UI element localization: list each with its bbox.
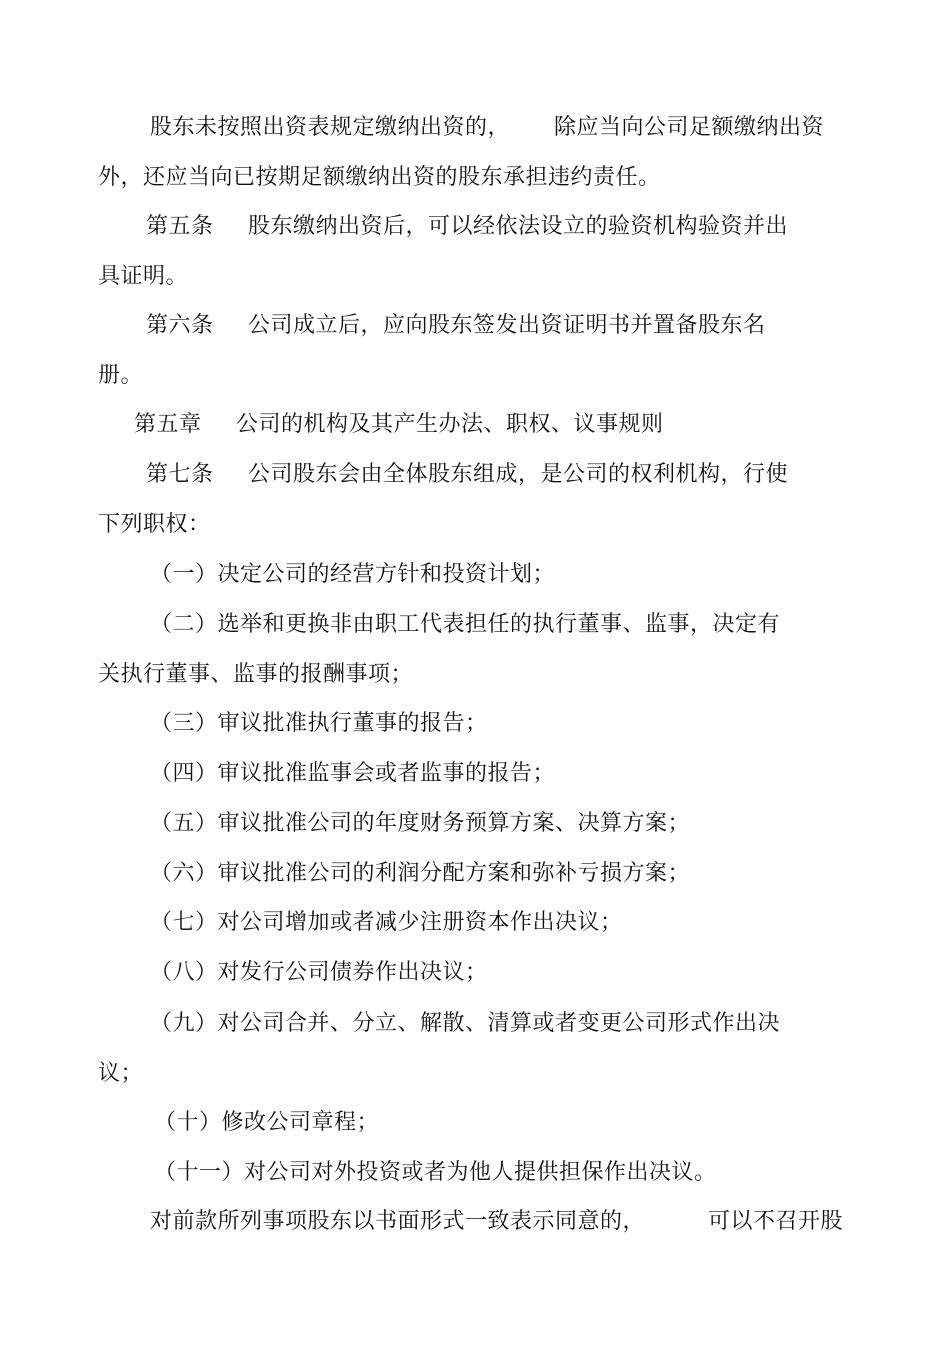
list-item-continuation: 议；	[98, 1061, 144, 1086]
list-item: （八）对发行公司债券作出决议；	[150, 960, 488, 985]
list-item: （十一）对公司对外投资或者为他人提供担保作出决议。	[154, 1160, 717, 1185]
article-text: 公司成立后，应向股东签发出资证明书并置备股东名	[248, 313, 766, 338]
list-item: （一）决定公司的经营方针和投资计划；	[150, 562, 556, 587]
list-item: （七）对公司增加或者减少注册资本作出决议；	[150, 910, 623, 935]
chapter-label: 第五章	[134, 412, 202, 437]
paragraph-line: 除应当向公司足额缴纳出资	[554, 115, 825, 140]
article-text: 股东缴纳出资后，可以经依法设立的验资机构验资并出	[248, 214, 789, 239]
list-item: （三）审议批准执行董事的报告；	[150, 711, 488, 736]
paragraph-line: 下列职权：	[98, 512, 211, 537]
paragraph-line: 对前款所列事项股东以书面形式一致表示同意的，	[150, 1209, 646, 1234]
paragraph-line: 具证明。	[98, 264, 189, 289]
article-label: 第五条	[146, 214, 214, 239]
list-item: （九）对公司合并、分立、解散、清算或者变更公司形式作出决	[150, 1011, 781, 1036]
paragraph-line: 外，还应当向已按期足额缴纳出资的股东承担违约责任。	[98, 165, 661, 190]
paragraph-line: 股东未按照出资表规定缴纳出资的，	[150, 115, 511, 140]
article-label: 第六条	[146, 313, 214, 338]
chapter-title: 公司的机构及其产生办法、职权、议事规则	[236, 412, 664, 437]
list-item: （十）修改公司章程；	[154, 1110, 380, 1135]
list-item: （五）审议批准公司的年度财务预算方案、决算方案；	[150, 811, 691, 836]
paragraph-line: 可以不召开股	[708, 1209, 844, 1234]
list-item-continuation: 关执行董事、监事的报酬事项；	[98, 662, 414, 687]
paragraph-line: 册。	[98, 363, 144, 388]
list-item: （六）审议批准公司的利润分配方案和弥补亏损方案；	[150, 861, 691, 886]
article-label: 第七条	[146, 462, 214, 487]
list-item: （二）选举和更换非由职工代表担任的执行董事、监事，决定有	[150, 612, 781, 637]
list-item: （四）审议批准监事会或者监事的报告；	[150, 761, 556, 786]
article-text: 公司股东会由全体股东组成，是公司的权利机构，行使	[248, 462, 789, 487]
